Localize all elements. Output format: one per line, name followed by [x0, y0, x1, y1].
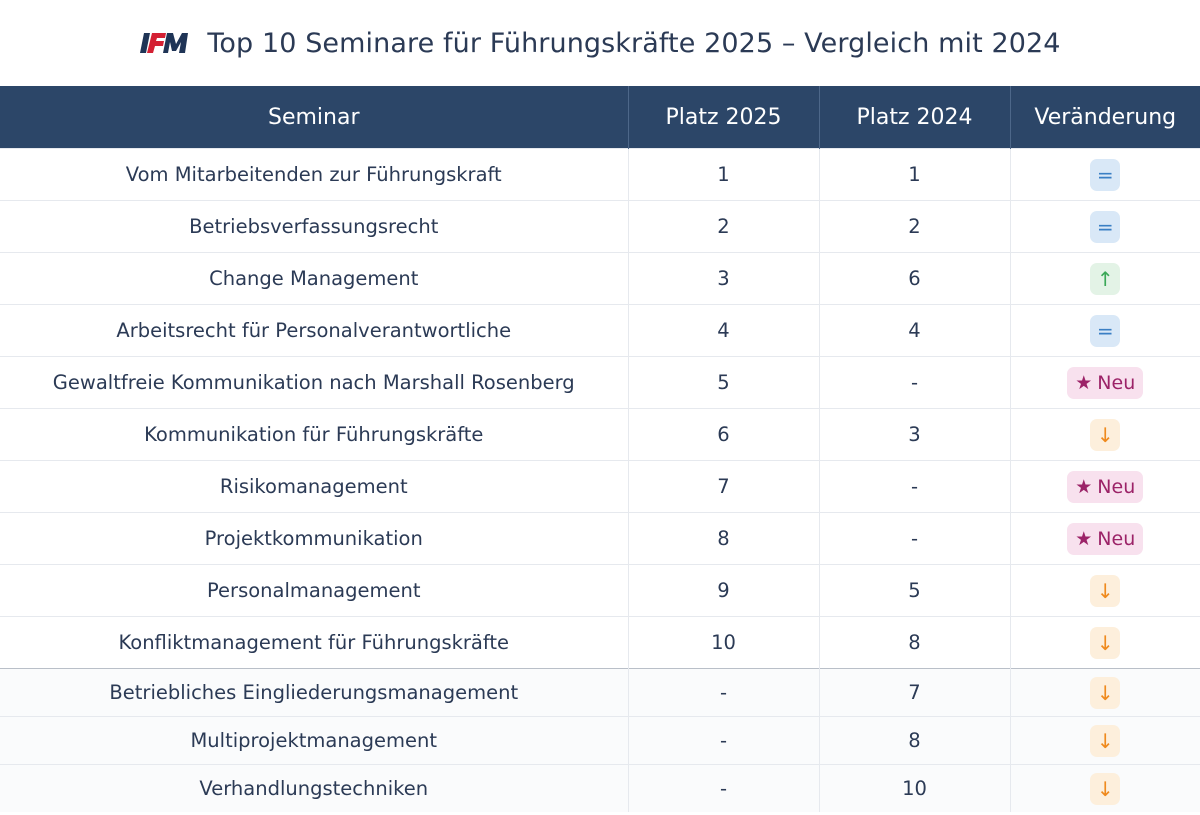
table-row — [0, 513, 1200, 565]
platz-2024-cell: - — [819, 461, 1010, 513]
platz-2025-cell: 7 — [628, 461, 819, 513]
arrow-down-icon: ↓ — [1096, 630, 1114, 655]
change-badge-down — [1090, 725, 1120, 757]
change-badge-down — [1090, 627, 1120, 659]
star-icon: ★ — [1075, 371, 1093, 394]
platz-2024-cell: 2 — [819, 201, 1010, 253]
table-body — [0, 149, 1200, 813]
platz-2025-cell: 5 — [628, 357, 819, 409]
seminar-cell: Projektkommunikation — [0, 513, 628, 565]
seminar-cell: Gewaltfreie Kommunikation nach Marshall Rosenberg — [0, 357, 628, 409]
platz-2025-cell: - — [628, 765, 819, 813]
change-badge-down — [1090, 575, 1120, 607]
table-row — [0, 717, 1200, 765]
platz-2024-cell: 10 — [819, 765, 1010, 813]
change-cell — [1010, 253, 1200, 305]
arrow-up-icon: ↑ — [1096, 266, 1114, 291]
change-badge-down — [1090, 677, 1120, 709]
column-header-platz-2025: Platz 2025 — [628, 86, 819, 149]
ifm-logo — [139, 30, 189, 56]
seminar-cell: Vom Mitarbeitenden zur Führungskraft — [0, 149, 628, 201]
seminar-cell: Change Management — [0, 253, 628, 305]
seminar-cell: Betriebliches Eingliederungsmanagement — [0, 669, 628, 717]
platz-2025-cell: 1 — [628, 149, 819, 201]
change-cell — [1010, 565, 1200, 617]
platz-2025-cell: - — [628, 669, 819, 717]
arrow-down-icon: ↓ — [1096, 680, 1114, 705]
change-badge-same — [1090, 211, 1120, 243]
arrow-down-icon: ↓ — [1096, 422, 1114, 447]
change-cell — [1010, 409, 1200, 461]
change-badge-new — [1067, 471, 1143, 503]
equals-icon: = — [1096, 214, 1114, 239]
change-cell — [1010, 461, 1200, 513]
table-row — [0, 201, 1200, 253]
seminar-cell: Multiprojektmanagement — [0, 717, 628, 765]
platz-2025-cell: 10 — [628, 617, 819, 669]
platz-2024-cell: - — [819, 357, 1010, 409]
seminar-cell: Konfliktmanagement für Führungskräfte — [0, 617, 628, 669]
change-badge-up — [1090, 263, 1120, 295]
change-badge-same — [1090, 159, 1120, 191]
platz-2024-cell: 3 — [819, 409, 1010, 461]
change-badge-new — [1067, 367, 1143, 399]
arrow-down-icon: ↓ — [1096, 578, 1114, 603]
seminar-cell: Betriebsverfassungsrecht — [0, 201, 628, 253]
platz-2025-cell: 9 — [628, 565, 819, 617]
change-badge-down — [1090, 419, 1120, 451]
seminar-cell: Personalmanagement — [0, 565, 628, 617]
change-label: Neu — [1097, 527, 1136, 550]
equals-icon: = — [1096, 318, 1114, 343]
platz-2024-cell: 1 — [819, 149, 1010, 201]
platz-2025-cell: - — [628, 717, 819, 765]
platz-2025-cell: 6 — [628, 409, 819, 461]
table-header — [0, 86, 1200, 149]
arrow-down-icon: ↓ — [1096, 776, 1114, 801]
platz-2025-cell: 4 — [628, 305, 819, 357]
change-cell — [1010, 513, 1200, 565]
star-icon: ★ — [1075, 475, 1093, 498]
change-cell — [1010, 305, 1200, 357]
change-cell — [1010, 201, 1200, 253]
page-title: Top 10 Seminare für Führungskräfte 2025 – Vergleich mit 2024 — [207, 27, 1061, 59]
change-label: Neu — [1097, 371, 1136, 394]
equals-icon: = — [1096, 162, 1114, 187]
seminar-cell: Verhandlungstechniken — [0, 765, 628, 813]
platz-2024-cell: 8 — [819, 617, 1010, 669]
seminar-cell: Risikomanagement — [0, 461, 628, 513]
table-row — [0, 253, 1200, 305]
platz-2025-cell: 3 — [628, 253, 819, 305]
seminar-cell: Arbeitsrecht für Personalverantwortliche — [0, 305, 628, 357]
table-row — [0, 565, 1200, 617]
platz-2024-cell: 8 — [819, 717, 1010, 765]
star-icon: ★ — [1075, 527, 1093, 550]
platz-2024-cell: - — [819, 513, 1010, 565]
column-header-platz-2024: Platz 2024 — [819, 86, 1010, 149]
ranking-table — [0, 86, 1200, 812]
table-row — [0, 765, 1200, 813]
table-row — [0, 357, 1200, 409]
platz-2025-cell: 2 — [628, 201, 819, 253]
change-label: Neu — [1097, 475, 1136, 498]
table-row — [0, 305, 1200, 357]
change-cell — [1010, 765, 1200, 813]
change-badge-new — [1067, 523, 1143, 555]
column-header-veraenderung: Veränderung — [1010, 86, 1200, 149]
table-row — [0, 149, 1200, 201]
change-cell — [1010, 149, 1200, 201]
seminar-cell: Kommunikation für Führungskräfte — [0, 409, 628, 461]
page-header — [0, 0, 1200, 86]
table-row — [0, 669, 1200, 717]
platz-2024-cell: 4 — [819, 305, 1010, 357]
change-cell — [1010, 357, 1200, 409]
table-row — [0, 409, 1200, 461]
change-cell — [1010, 669, 1200, 717]
column-header-seminar: Seminar — [0, 86, 628, 149]
arrow-down-icon: ↓ — [1096, 728, 1114, 753]
change-cell — [1010, 617, 1200, 669]
platz-2025-cell: 8 — [628, 513, 819, 565]
platz-2024-cell: 6 — [819, 253, 1010, 305]
change-badge-down — [1090, 773, 1120, 805]
platz-2024-cell: 7 — [819, 669, 1010, 717]
table-row — [0, 617, 1200, 669]
table-row — [0, 461, 1200, 513]
change-badge-same — [1090, 315, 1120, 347]
platz-2024-cell: 5 — [819, 565, 1010, 617]
change-cell — [1010, 717, 1200, 765]
